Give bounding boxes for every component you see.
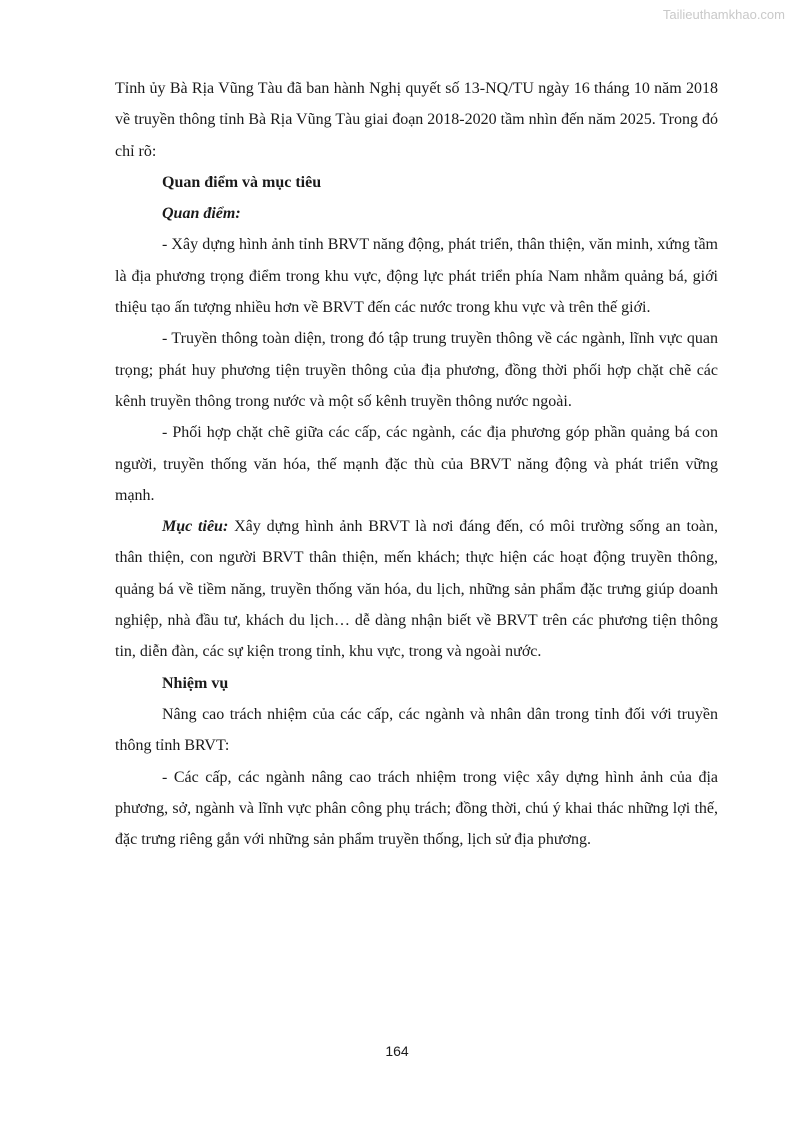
goal-label: Mục tiêu: [162, 518, 229, 536]
document-body [115, 73, 718, 855]
intro-paragraph: Tỉnh ủy Bà Rịa Vũng Tàu đã ban hành Nghị quyết số 13-NQ/TU ngày 16 tháng 10 năm 2018 về truyền thông tỉnh Bà Rịa Vũng Tàu giai đoạn 2018-2020 tầm nhìn đến năm 2025. Trong đó chỉ rõ: [115, 80, 718, 160]
goal-text: Xây dựng hình ảnh BRVT là nơi đáng đến, có môi trường sống an toàn, thân thiện, con người BRVT thân thiện, mến khách; thực hiện các hoạt động truyền thông, quảng bá về tiềm năng, truyền thống văn hóa, du lịch, những sản phẩm đặc trưng giúp doanh nghiệp, nhà đầu tư, khách du lịch… dễ dàng nhận biết về BRVT trên các phương tiện thông tin, diễn đàn, các sự kiện trong tỉnh, khu vực, trong và ngoài nước. [115, 518, 719, 661]
subheading-viewpoint: Quan điểm: [162, 205, 241, 223]
heading-tasks: Nhiệm vụ [162, 674, 229, 692]
goal-paragraph [115, 511, 718, 667]
viewpoint-paragraph-1: - Xây dựng hình ảnh tỉnh BRVT năng động, phát triển, thân thiện, văn minh, xứng tầm là địa phương trọng điểm trong khu vực, động lực phát triển phía Nam nhằm quảng bá, giới thiệu tạo ấn tượng nhiều hơn về BRVT đến các nước trong khu vực và trên thế giới. [115, 236, 718, 317]
viewpoint-paragraph-2: - Truyền thông toàn diện, trong đó tập trung truyền thông về các ngành, lĩnh vực quan trọng; phát huy phương tiện truyền thông của địa phương, đồng thời phối hợp chặt chẽ các kênh truyền thông trong nước và một số kênh truyền thông nước ngoài. [115, 330, 718, 410]
task-paragraph-1: - Các cấp, các ngành nâng cao trách nhiệm trong việc xây dựng hình ảnh của địa phương, sở, ngành và lĩnh vực phân công phụ trách; đồng thời, chú ý khai thác những lợi thế, đặc trưng riêng gắn với những sản phẩm truyền thống, lịch sử địa phương. [115, 768, 718, 849]
watermark: Tailieuthamkhao.com [662, 7, 785, 22]
page-number: 164 [385, 1043, 409, 1059]
heading-viewpoint-goal: Quan điểm và mục tiêu [162, 173, 322, 191]
viewpoint-paragraph-3: - Phối hợp chặt chẽ giữa các cấp, các ngành, các địa phương góp phần quảng bá con người, truyền thống văn hóa, thế mạnh đặc thù của BRVT năng động và phát triển vững mạnh. [115, 424, 718, 504]
tasks-intro-paragraph: Nâng cao trách nhiệm của các cấp, các ngành và nhân dân trong tỉnh đối với truyền thông tỉnh BRVT: [115, 705, 718, 755]
